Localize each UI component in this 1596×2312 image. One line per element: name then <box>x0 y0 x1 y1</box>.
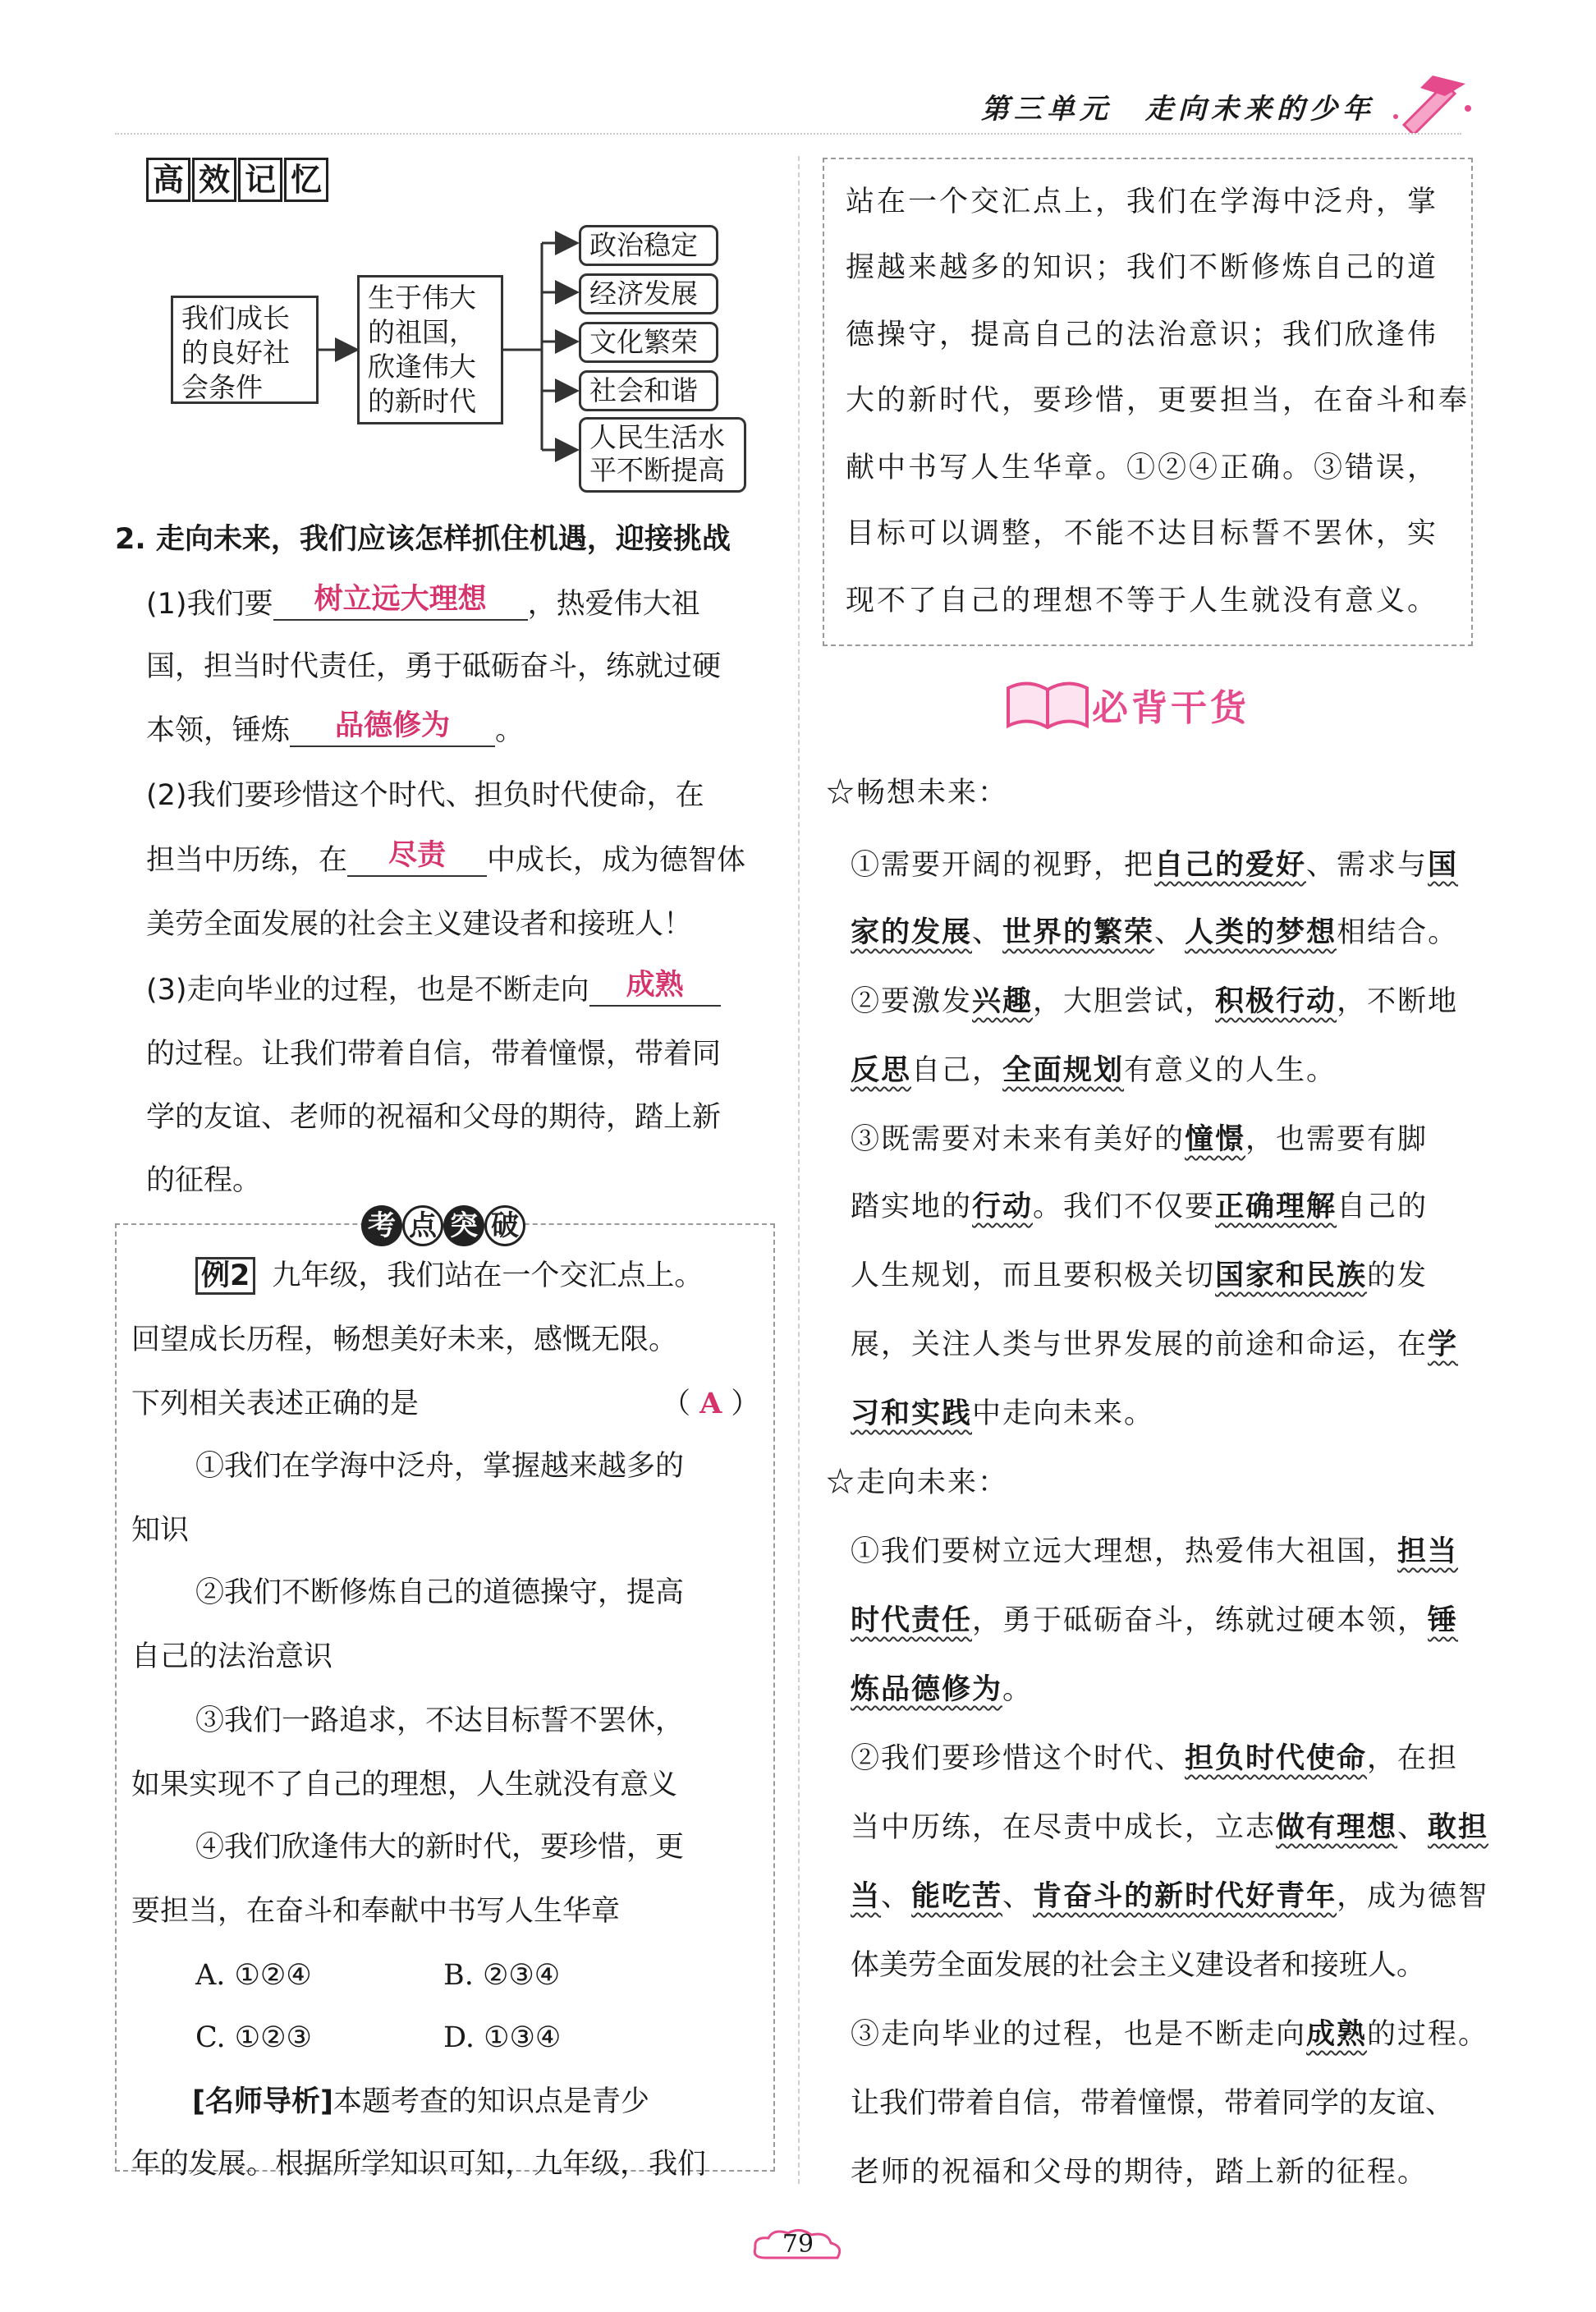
box-line: 我们成长 <box>181 302 290 334</box>
fill-blank: 成熟 <box>589 966 721 1007</box>
option-1-line1: ①我们在学海中泛舟，掌握越来越多的 <box>195 1450 685 1483</box>
option-3-line2: 如果实现不了自己的理想，人生就没有意义 <box>131 1768 678 1801</box>
analysis-cont-line: 献中书写人生华章。①②④正确。③错误， <box>846 452 1439 484</box>
imagine-item1-line1: ①需要开阔的视野，把自己的爱好、需求与国 <box>851 848 1459 882</box>
choice-b: B. ②③④ <box>443 1959 561 1992</box>
example-label: 例2 <box>195 1257 255 1295</box>
example-line2: 回望成长历程，畅想美好未来，感慨无限。 <box>131 1323 678 1356</box>
answer-bracket: （ A ） <box>662 1387 760 1420</box>
imagine-item2-line2: 反思自己，全面规划有意义的人生。 <box>851 1053 1337 1087</box>
future-item2-line1: ②我们要珍惜这个时代、担负时代使命，在担 <box>851 1741 1459 1775</box>
option-4-line2: 要担当，在奋斗和奉献中书写人生华章 <box>131 1895 621 1928</box>
option-4-line1: ④我们欣逢伟大的新时代，要珍惜，更 <box>195 1831 685 1864</box>
q2-p3-line3: 学的友谊、老师的祝福和父母的期待，踏上新 <box>146 1101 722 1134</box>
box-line: 生于伟大 <box>368 282 476 314</box>
mindmap-connectors <box>312 222 591 501</box>
badge-char: 点 <box>402 1205 443 1246</box>
mindmap-item-social: 社会和谐 <box>579 370 718 411</box>
memory-title-char: 高 <box>146 158 190 202</box>
badge-char: 破 <box>484 1205 525 1246</box>
memory-title-char: 忆 <box>284 158 328 202</box>
fill-blank: 树立远大理想 <box>273 580 528 621</box>
future-item2-line2: 当中历练，在尽责中成长，立志做有理想、敢担 <box>851 1810 1489 1844</box>
section-heading-imagine: ☆畅想未来： <box>826 777 1009 810</box>
badge-char: 考 <box>361 1205 402 1246</box>
box-line: 会条件 <box>181 371 263 403</box>
memory-title-char: 效 <box>192 158 236 202</box>
box-line: 的祖国， <box>368 316 476 348</box>
growth-conditions-box <box>171 296 319 404</box>
memory-title <box>146 158 328 202</box>
future-item1-line1: ①我们要树立远大理想，热爱伟大祖国，担当 <box>851 1534 1459 1568</box>
column-divider <box>798 156 800 2184</box>
imagine-item2-line1: ②要激发兴趣，大胆尝试，积极行动，不断地 <box>851 984 1459 1018</box>
box-line: 的新时代 <box>368 385 476 417</box>
analysis-cont-line: 德操守，提高自己的法治意识；我们欣逢伟 <box>846 319 1439 351</box>
analysis-cont-line: 握越来越多的知识；我们不断修炼自己的道 <box>846 251 1439 284</box>
fill-blank: 尽责 <box>347 836 487 877</box>
example-line1: 例2 九年级，我们站在一个交汇点上。 <box>195 1256 703 1296</box>
answer-value: A <box>699 1387 722 1420</box>
q2-p3-line2: 的过程。让我们带着自信，带着憧憬，带着同 <box>146 1038 722 1071</box>
imagine-item3-line1: ③既需要对未来有美好的憧憬，也需要有脚 <box>851 1122 1429 1156</box>
memory-title-char: 记 <box>238 158 282 202</box>
option-2-line1: ②我们不断修炼自己的道德操守，提高 <box>195 1576 685 1609</box>
future-item2-line4: 体美劳全面发展的社会主义建设者和接班人。 <box>851 1949 1426 1982</box>
analysis-cont-line: 现不了自己的理想不等于人生就没有意义。 <box>846 585 1439 617</box>
option-1-line2: 知识 <box>131 1514 190 1547</box>
unit-title: 第三单元 走向未来的少年 <box>981 93 1375 126</box>
must-memorize-title: 必背干货 <box>1092 687 1250 729</box>
q2-p1-line2: 国，担当时代责任，勇于砥砺奋斗，练就过硬 <box>146 650 722 683</box>
q2-p1-line3: 本领，锤炼 品德修为 。 <box>146 711 524 752</box>
q2-heading: 2. 走向未来，我们应该怎样抓住机遇，迎接挑战 <box>115 523 731 556</box>
q2-p3-line1: (3)走向毕业的过程，也是不断走向 成熟 <box>146 970 721 1012</box>
q2-p2-line2: 担当中历练，在 尽责 中成长，成为德智体 <box>146 841 745 882</box>
page-number-badge <box>749 2225 847 2268</box>
box-line: 平不断提高 <box>589 454 725 486</box>
future-item1-line2: 时代责任，勇于砥砺奋斗，练就过硬本领，锤 <box>851 1603 1459 1637</box>
option-2-line2: 自己的法治意识 <box>131 1640 333 1673</box>
box-line: 人民生活水 <box>589 421 725 453</box>
future-item3-line1: ③走向毕业的过程，也是不断走向成熟的过程。 <box>851 2017 1489 2051</box>
header-divider <box>115 133 1461 135</box>
choice-a: A. ①②④ <box>195 1959 312 1992</box>
future-item3-line2: 让我们带着自信，带着憧憬，带着同学的友谊、 <box>851 2087 1455 2120</box>
example-line3: 下列相关表述正确的是 <box>131 1388 420 1420</box>
mindmap-item-political: 政治稳定 <box>579 225 718 266</box>
choice-c: C. ①②③ <box>195 2021 312 2054</box>
pencil-cap-icon <box>1387 67 1478 133</box>
exam-badge <box>361 1205 525 1246</box>
choice-d: D. ①③④ <box>443 2021 562 2054</box>
analysis-line2: 年的发展。根据所学知识可知，九年级，我们 <box>131 2148 707 2181</box>
open-book-icon <box>1003 677 1092 734</box>
q2-p1-line1: (1)我们要 树立远大理想 ，热爱伟大祖 <box>146 585 700 626</box>
option-3-line1: ③我们一路追求，不达目标誓不罢休， <box>195 1704 685 1737</box>
mindmap-item-living <box>579 417 746 493</box>
fill-blank: 品德修为 <box>290 706 495 747</box>
box-line: 的良好社 <box>181 337 290 369</box>
mindmap-item-economic: 经济发展 <box>579 273 718 314</box>
future-item2-line3: 当、能吃苦、肯奋斗的新时代好青年，成为德智 <box>851 1879 1489 1913</box>
future-item1-line3: 炼品德修为。 <box>851 1672 1034 1706</box>
imagine-item3-line2: 踏实地的行动。我们不仅要正确理解自己的 <box>851 1190 1429 1223</box>
q2-p3-line4: 的征程。 <box>146 1164 262 1197</box>
mindmap-item-cultural: 文化繁荣 <box>579 322 718 363</box>
analysis-cont-line: 站在一个交汇点上，我们在学海中泛舟，掌 <box>846 186 1439 218</box>
page-number: 79 <box>782 2230 814 2259</box>
imagine-item1-line2: 家的发展、世界的繁荣、人类的梦想相结合。 <box>851 915 1459 949</box>
q2-p2-line3: 美劳全面发展的社会主义建设者和接班人！ <box>146 908 693 941</box>
box-line: 欣逢伟大 <box>368 351 476 383</box>
analysis-cont-line: 目标可以调整，不能不达目标誓不罢休，实 <box>846 517 1439 550</box>
must-memorize-header <box>1003 672 1274 737</box>
analysis-cont-line: 大的新时代，要珍惜，更要担当，在奋斗和奉 <box>846 384 1470 417</box>
analysis-line1: [名师导析]本题考查的知识点是青少 <box>192 2085 650 2118</box>
q2-p2-line1: (2)我们要珍惜这个时代、担负时代使命，在 <box>146 779 704 812</box>
future-item3-line3: 老师的祝福和父母的期待，踏上新的征程。 <box>851 2156 1429 2189</box>
badge-char: 突 <box>443 1205 484 1246</box>
imagine-item3-line5: 习和实践中走向未来。 <box>851 1397 1155 1430</box>
imagine-item3-line4: 展，关注人类与世界发展的前途和命运，在学 <box>851 1328 1459 1361</box>
section-heading-future: ☆走向未来： <box>826 1466 1009 1499</box>
imagine-item3-line3: 人生规划，而且要积极关切国家和民族的发 <box>851 1259 1429 1292</box>
analysis-label: [名师导析] <box>192 2085 333 2118</box>
